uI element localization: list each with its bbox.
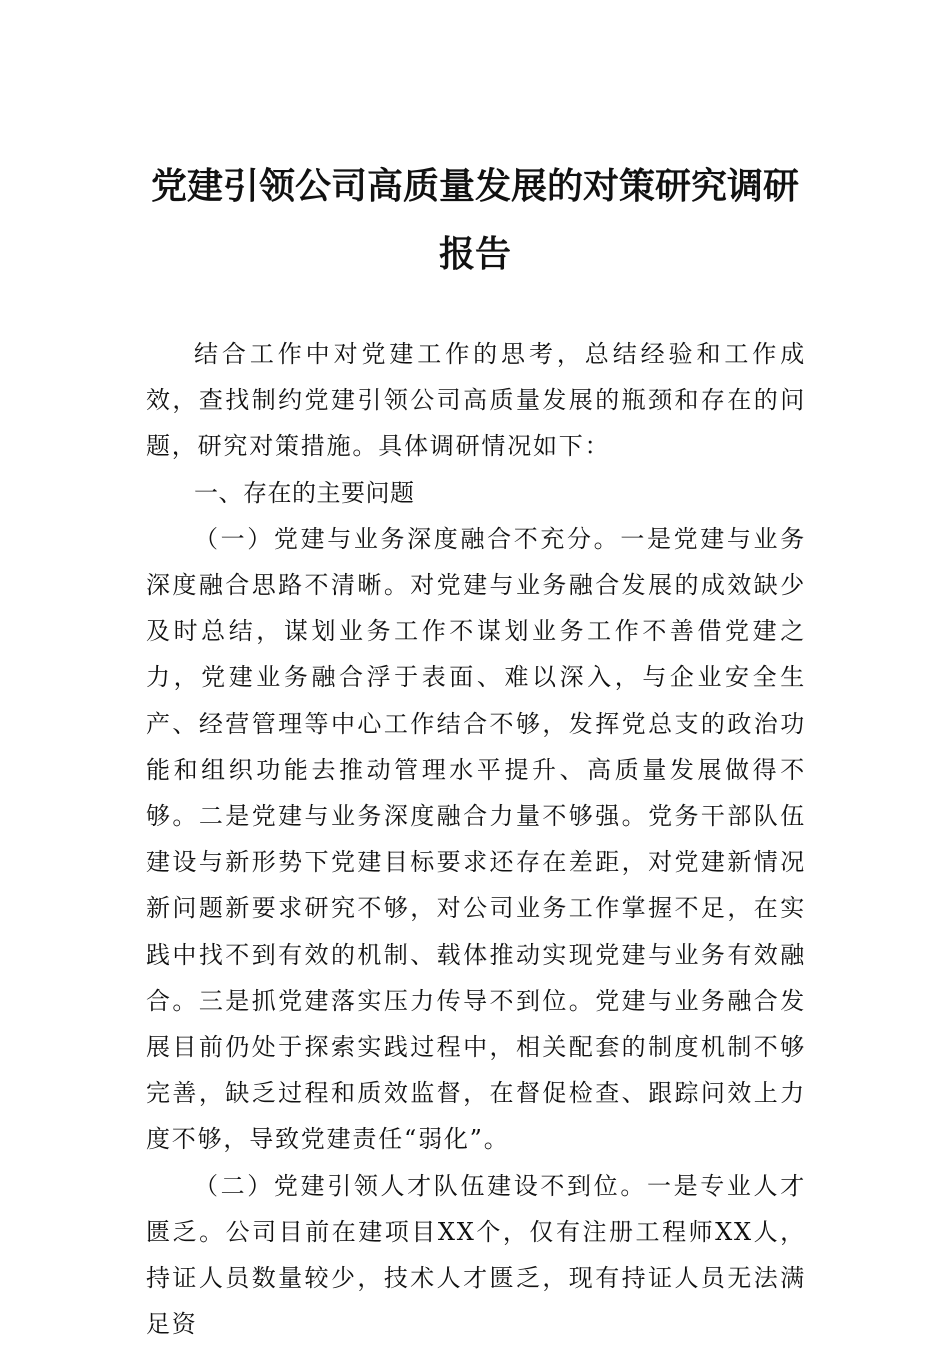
- paragraph-2: （二）党建引领人才队伍建设不到位。一是专业人才匮乏。公司目前在建项目XX个，仅有注册工程师XX人，持证人员数量较少，技术人才匮乏，现有持证人员无法满足资: [146, 1171, 806, 1339]
- paragraph-1: （一）党建与业务深度融合不充分。一是党建与业务深度融合思路不清晰。对党建与业务融合发展的成效缺少及时总结，谋划业务工作不谋划业务工作不善借党建之力，党建业务融合浮于表面、难以深入，与企业安全生产、经营管理等中心工作结合不够，发挥党总支的政治功能和组织功能去推动管理水平提升、高质量发展做得不够。二是党建与业务深度融合力量不够强。党务干部队伍建设与新形势下党建目标要求还存在差距，对党建新情况新问题新要求研究不够，对公司业务工作掌握不足，在实践中找不到有效的机制、载体推动实现党建与业务有效融合。三是抓党建落实压力传导不到位。党建与业务融合发展目前仍处于探索实践过程中，相关配套的制度机制不够完善，缺乏过程和质效监督，在督促检查、跟踪问效上力度不够，导致党建责任“弱化”。: [146, 524, 806, 1154]
- section-heading: 一、存在的主要问题: [194, 478, 415, 507]
- intro-paragraph: 结合工作中对党建工作的思考，总结经验和工作成效，查找制约党建引领公司高质量发展的瓶颈和存在的问题，研究对策措施。具体调研情况如下：: [146, 340, 806, 461]
- document-body: [146, 331, 806, 1347]
- document-title: 党建引领公司高质量发展的对策研究调研报告: [150, 165, 799, 275]
